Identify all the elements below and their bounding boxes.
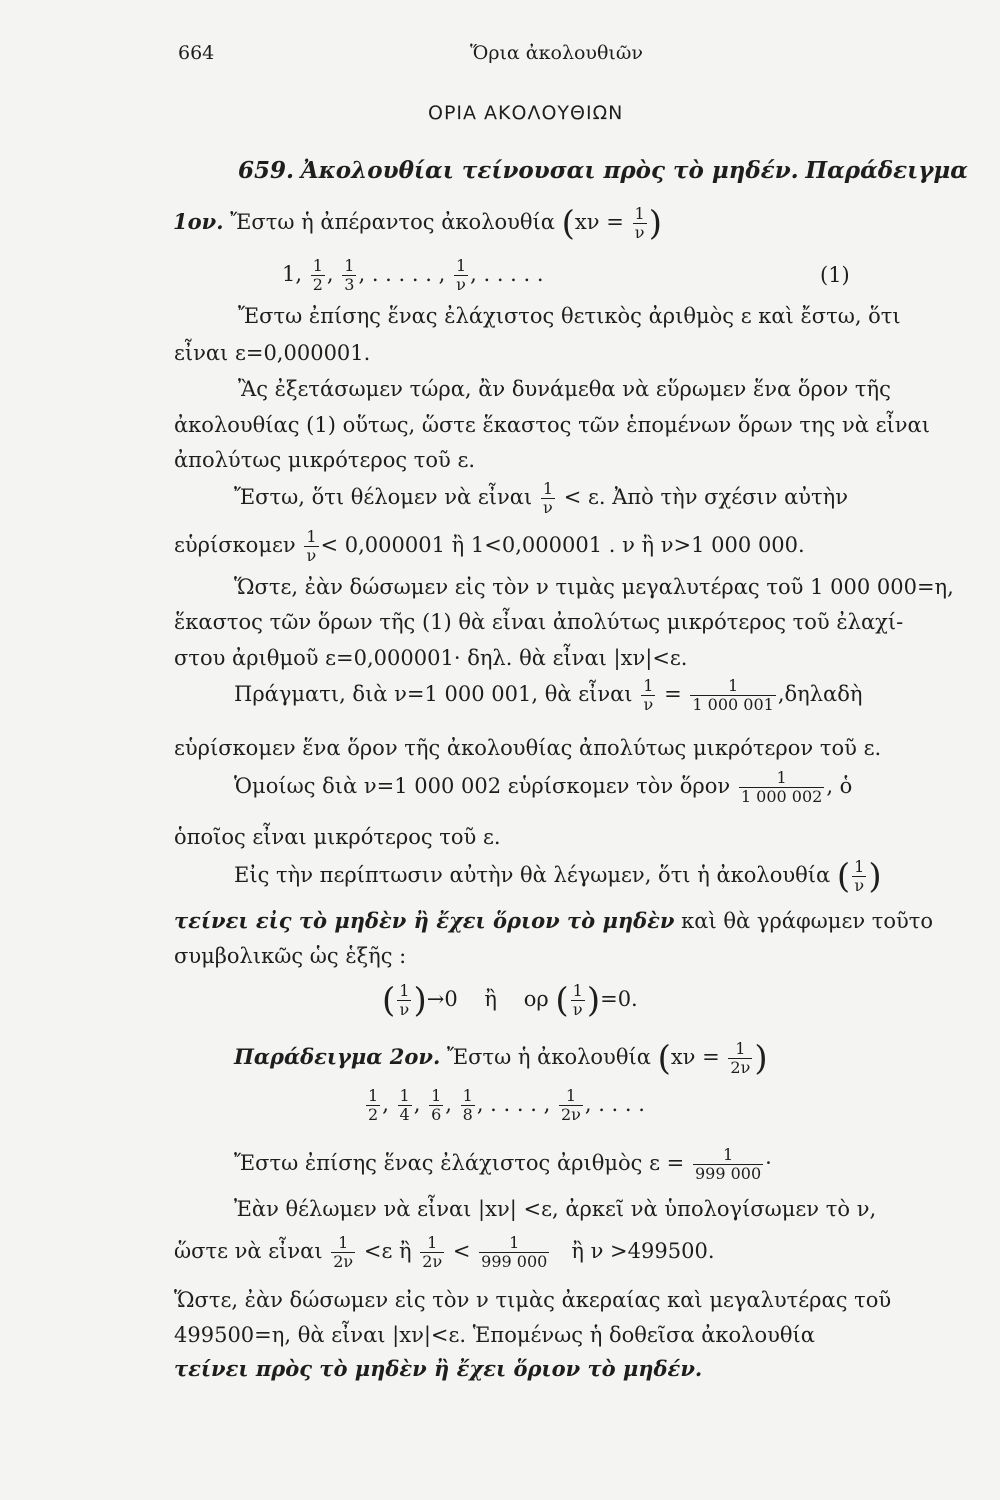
ex1-intro-line: 1ον. Ἔστω ἡ ἀπέραντος ἀκολουθία (xν = $\frac{1}{\nu}$ ) bbox=[173, 203, 662, 244]
ex2-line-d: Ὥστε, ἐὰν δώσωμεν εἰς τὸν ν τιμὰς ἀκεραίας καὶ μεγαλυτέρας τοῦ bbox=[174, 1288, 892, 1312]
ex1-fraction: $\frac{1}{\nu}$ bbox=[634, 204, 645, 242]
ex1-label: 1ον. bbox=[173, 209, 224, 234]
ex1-line-n: ὁποῖος εἶναι μικρότερος τοῦ ε. bbox=[174, 825, 501, 849]
ex1-line-p: τείνει εἰς τὸ μηδὲν ἢ ἔχει ὅριον τὸ μηδὲν καὶ θὰ γράφωμεν τοῦτο bbox=[174, 908, 934, 933]
ex1-line-g-fraction: $\frac{1}{\nu}$ bbox=[306, 527, 317, 565]
running-title: Ὅρια ἀκολουθιῶν bbox=[470, 42, 643, 64]
ex2-intro-line: Παράδειγμα 2ον. Ἔστω ἡ ἀκολουθία (xν = $\frac{1}{2\nu}$ ) bbox=[234, 1038, 768, 1079]
ex2-fraction: $\frac{1}{2\nu}$ bbox=[730, 1039, 751, 1077]
example-label: Παράδειγμα bbox=[805, 157, 968, 184]
ex2-line-e: 499500=η, θὰ εἶναι |xν|<ε. Ἑπομένως ἡ δοθεῖσα ἀκολουθία bbox=[174, 1323, 815, 1347]
ex1-sequence: 1, $\frac{1}{2}$ , $\frac{1}{3}$ , . . . . . , $\frac{1}{\nu}$ , . . . . . bbox=[282, 256, 544, 294]
ex1-line-k: Πράγματι, διὰ ν=1 000 001, θὰ εἶναι $\frac{1}{\nu}$ = $\frac{1}{1 000 001}$ ,δηλαδὴ bbox=[234, 676, 863, 714]
ex1-line-e: ἀπολύτως μικρότερος τοῦ ε. bbox=[174, 448, 476, 472]
ex2-line-c: ὥστε νὰ εἶναι $\frac{1}{2\nu}$ <ε ἢ $\frac{1}{2\nu}$ < $\frac{1}{999 000}$ ἢ ν >499500. bbox=[174, 1233, 715, 1271]
seq-term-2: $\frac{1}{2}$ bbox=[312, 256, 323, 294]
ex1-line-l: εὑρίσκομεν ἕνα ὅρον τῆς ἀκολουθίας ἀπολύτως μικρότερον τοῦ ε. bbox=[174, 736, 882, 760]
ex1-line-h: Ὥστε, ἐὰν δώσωμεν εἰς τὸν ν τιμὰς μεγαλυτέρας τοῦ 1 000 000=η, bbox=[234, 575, 954, 599]
ex1-line-c: Ἂς ἐξετάσωμεν τώρα, ἂν δυνάμεθα νὰ εὕρωμεν ἕνα ὅρον τῆς bbox=[238, 377, 891, 401]
seq-term-v: $\frac{1}{\nu}$ bbox=[455, 256, 467, 294]
ex1-conclusion-bold: τείνει εἰς τὸ μηδὲν ἢ ἔχει ὅριον τὸ μηδὲν bbox=[174, 908, 675, 933]
ex2-label: Παράδειγμα 2ον. bbox=[234, 1044, 441, 1069]
ex2-epsilon-fraction: $\frac{1}{999 000}$ bbox=[694, 1145, 762, 1183]
section-title: ΟΡΙΑ ΑΚΟΛΟΥΘΙΩΝ bbox=[428, 102, 624, 124]
section-number: 659. bbox=[238, 157, 295, 184]
ex1-line-i: ἕκαστος τῶν ὅρων τῆς (1) θὰ εἶναι ἀπολύτως μικρότερος τοῦ ἐλαχί- bbox=[174, 610, 904, 634]
ex1-line-m: Ὁμοίως διὰ ν=1 000 002 εὑρίσκομεν τὸν ὅρον $\frac{1}{1 000 002}$ , ὁ bbox=[234, 768, 853, 806]
seq-term-3: $\frac{1}{3}$ bbox=[344, 256, 355, 294]
ex1-line-d: ἀκολουθίας (1) οὕτως, ὥστε ἕκαστος τῶν ἑπομένων ὅρων της νὰ εἶναι bbox=[174, 413, 930, 437]
ex1-line-a: Ἔστω ἐπίσης ἕνας ἐλάχιστος θετικὸς ἀριθμὸς ε καὶ ἔστω, ὅτι bbox=[238, 304, 901, 328]
ex1-line-o: Εἰς τὴν περίπτωσιν αὐτὴν θὰ λέγωμεν, ὅτι ἡ ἀκολουθία ( $\frac{1}{\nu}$ ) bbox=[234, 856, 882, 897]
page-number: 664 bbox=[178, 42, 215, 64]
ex1-line-m-fraction: $\frac{1}{1 000 002}$ bbox=[740, 768, 823, 806]
ex1-symbolic-formula: ( $\frac{1}{\nu}$ )→0 ἢ ορ ( $\frac{1}{\nu}$ )=0. bbox=[382, 980, 638, 1021]
section-heading bbox=[238, 158, 968, 184]
ex1-line-f: Ἔστω, ὅτι θέλομεν νὰ εἶναι $\frac{1}{\nu}$ < ε. Ἀπὸ τὴν σχέσιν αὐτὴν bbox=[234, 479, 848, 517]
ex1-intro: Ἔστω ἡ ἀπέραντος ἀκολουθία bbox=[230, 210, 555, 234]
ex2-line-a: Ἔστω ἐπίσης ἕνας ἐλάχιστος ἀριθμὸς ε = $\frac{1}{999 000}$ · bbox=[234, 1145, 772, 1183]
ex1-xv: xν = bbox=[574, 210, 624, 234]
ex2-conclusion-bold: τείνει πρὸς τὸ μηδὲν ἢ ἔχει ὅριον τὸ μηδέν. bbox=[174, 1356, 703, 1381]
ex2-sequence: $\frac{1}{2}$ , $\frac{1}{4}$ , $\frac{1}{6}$ , $\frac{1}{8}$ , . . . . , $\frac{1}{2\nu}$ , . . . . bbox=[368, 1086, 645, 1124]
section-heading-title: Ἀκολουθίαι τείνουσαι πρὸς τὸ μηδέν. bbox=[300, 157, 799, 184]
equation-number: (1) bbox=[820, 263, 850, 287]
ex2-line-b: Ἐὰν θέλωμεν νὰ εἶναι |xν| <ε, ἀρκεῖ νὰ ὑπολογίσωμεν τὸ ν, bbox=[234, 1197, 877, 1221]
ex1-line-k-fraction-1: $\frac{1}{\nu}$ bbox=[643, 676, 654, 714]
ex1-line-g: εὑρίσκομεν $\frac{1}{\nu}$ < 0,000001 ἢ 1<0,000001 . ν ἢ ν>1 000 000. bbox=[174, 527, 805, 565]
ex1-line-j: στου ἀριθμοῦ ε=0,000001· δηλ. θὰ εἶναι |xν|<ε. bbox=[174, 646, 688, 670]
ex1-line-f-fraction: $\frac{1}{\nu}$ bbox=[542, 479, 554, 517]
ex1-line-k-fraction-2: $\frac{1}{1 000 001}$ bbox=[692, 676, 774, 714]
ex1-line-o-fraction: $\frac{1}{\nu}$ bbox=[854, 857, 865, 895]
ex1-line-b: εἶναι ε=0,000001. bbox=[174, 341, 371, 365]
ex1-line-q: συμβολικῶς ὡς ἑξῆς : bbox=[174, 944, 407, 968]
